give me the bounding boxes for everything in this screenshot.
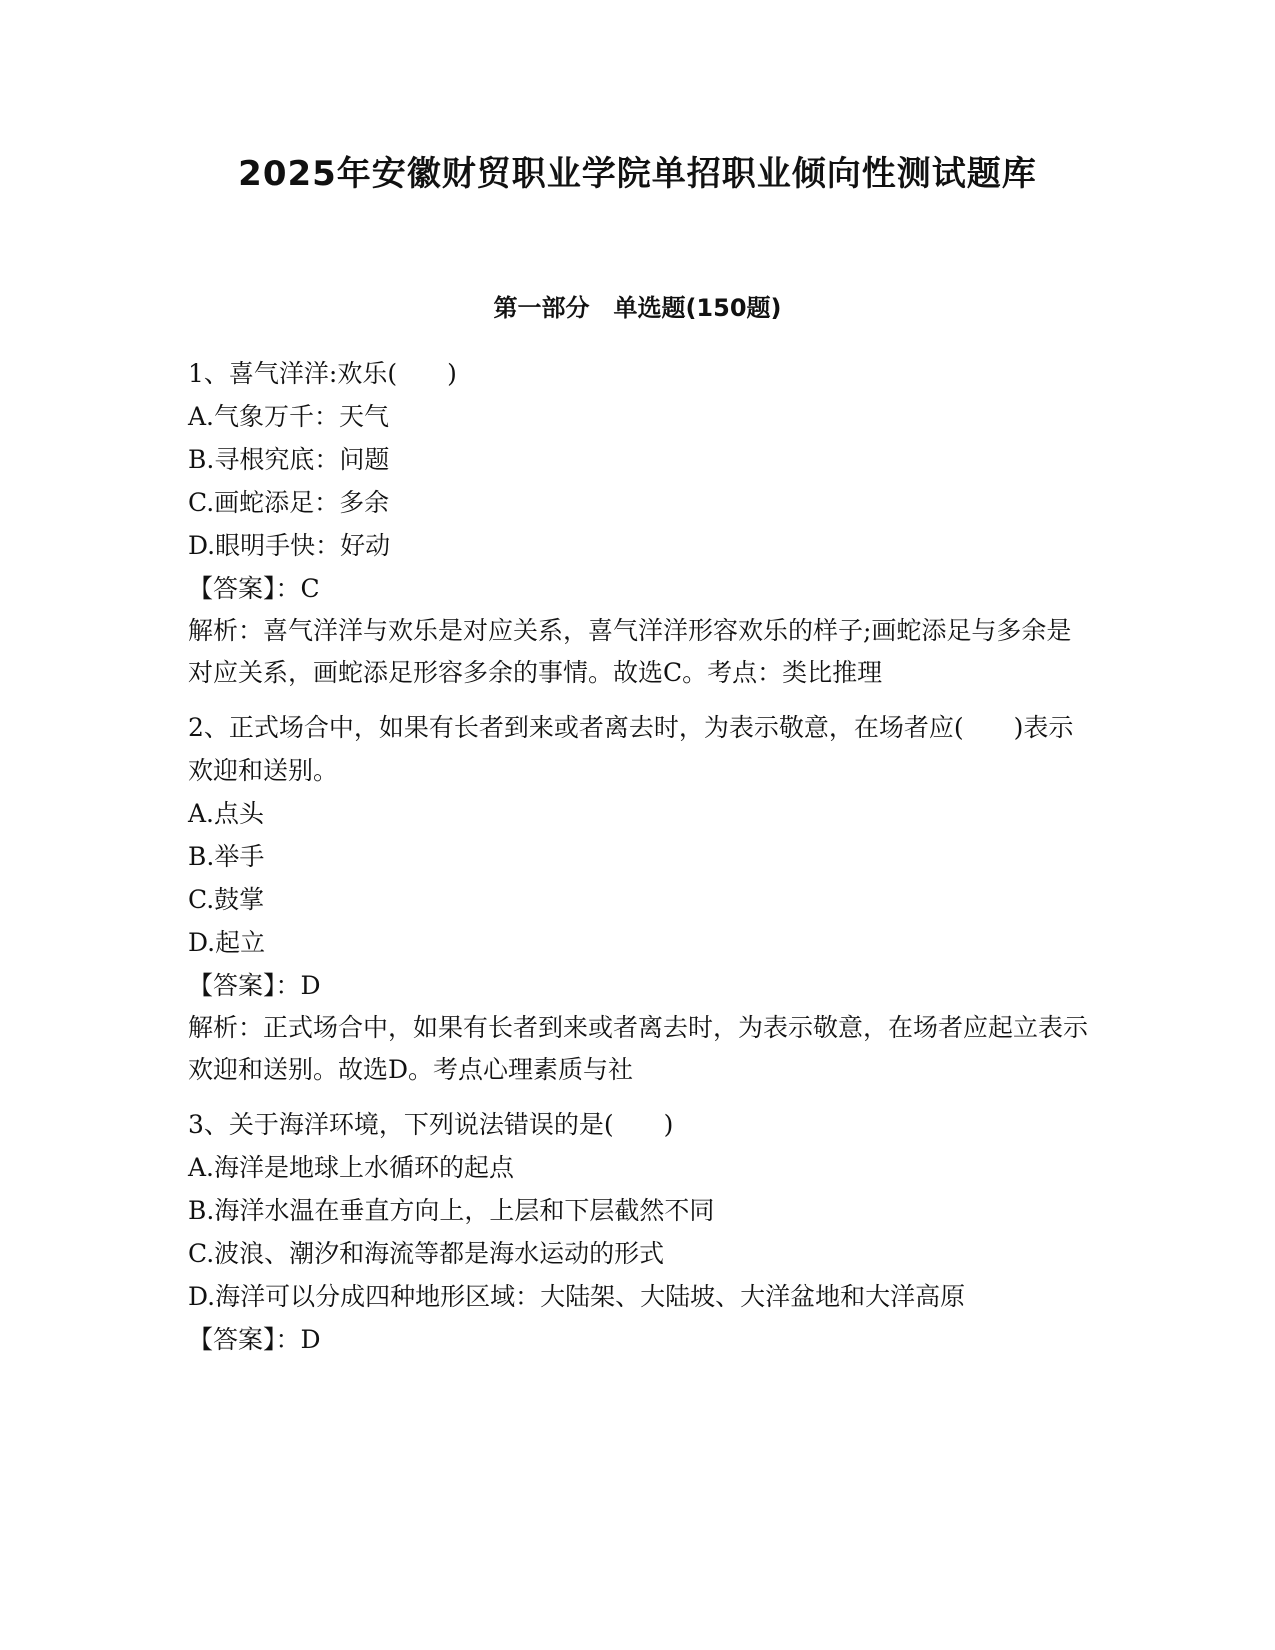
option-c: C.波浪、潮汐和海流等都是海水运动的形式 — [188, 1239, 665, 1268]
option-b: B.海洋水温在垂直方向上，上层和下层截然不同 — [188, 1196, 715, 1225]
option-d: D.眼明手快：好动 — [188, 531, 391, 560]
answer-line — [188, 567, 1088, 610]
answer-value: D — [300, 971, 321, 1000]
option-c: C.画蛇添足：多余 — [188, 488, 390, 517]
answer-label: 【答案】： — [188, 971, 301, 1000]
option-d: D.海洋可以分成四种地形区域：大陆架、大陆坡、大洋盆地和大洋高原 — [188, 1282, 966, 1311]
option-c: C.鼓掌 — [188, 885, 265, 914]
answer-label: 【答案】： — [188, 1325, 301, 1354]
answer-value: D — [300, 1325, 321, 1354]
analysis-text: 解析：喜气洋洋与欢乐是对应关系，喜气洋洋形容欢乐的样子;画蛇添足与多余是对应关系，画蛇添足形容多余的事情。故选C。考点：类比推理 — [188, 616, 1072, 687]
question-1 — [188, 352, 1088, 694]
option-d: D.起立 — [188, 928, 266, 957]
question-stem: 3、关于海洋环境，下列说法错误的是( ) — [188, 1110, 674, 1139]
question-list — [188, 352, 1088, 1373]
analysis-text: 解析：正式场合中，如果有长者到来或者离去时，为表示敬意，在场者应起立表示欢迎和送别。故选D。考点心理素质与社 — [188, 1013, 1089, 1084]
option-a: A.气象万千：天气 — [188, 402, 390, 431]
question-stem: 2、正式场合中，如果有长者到来或者离去时，为表示敬意，在场者应( )表示欢迎和送别。 — [188, 713, 1074, 785]
question-stem: 1、喜气洋洋:欢乐( ) — [188, 359, 457, 388]
option-b: B.举手 — [188, 842, 265, 871]
question-2 — [188, 706, 1088, 1091]
option-b: B.寻根究底：问题 — [188, 445, 390, 474]
answer-value: C — [300, 574, 320, 603]
question-3 — [188, 1103, 1088, 1361]
answer-label: 【答案】： — [188, 574, 301, 603]
section-title: 第一部分 单选题(150题) — [493, 294, 782, 322]
answer-line — [188, 1318, 1088, 1361]
option-a: A.海洋是地球上水循环的起点 — [188, 1153, 515, 1182]
answer-line — [188, 964, 1088, 1007]
option-a: A.点头 — [188, 799, 265, 828]
document-title: 2025年安徽财贸职业学院单招职业倾向性测试题库 — [238, 154, 1037, 194]
